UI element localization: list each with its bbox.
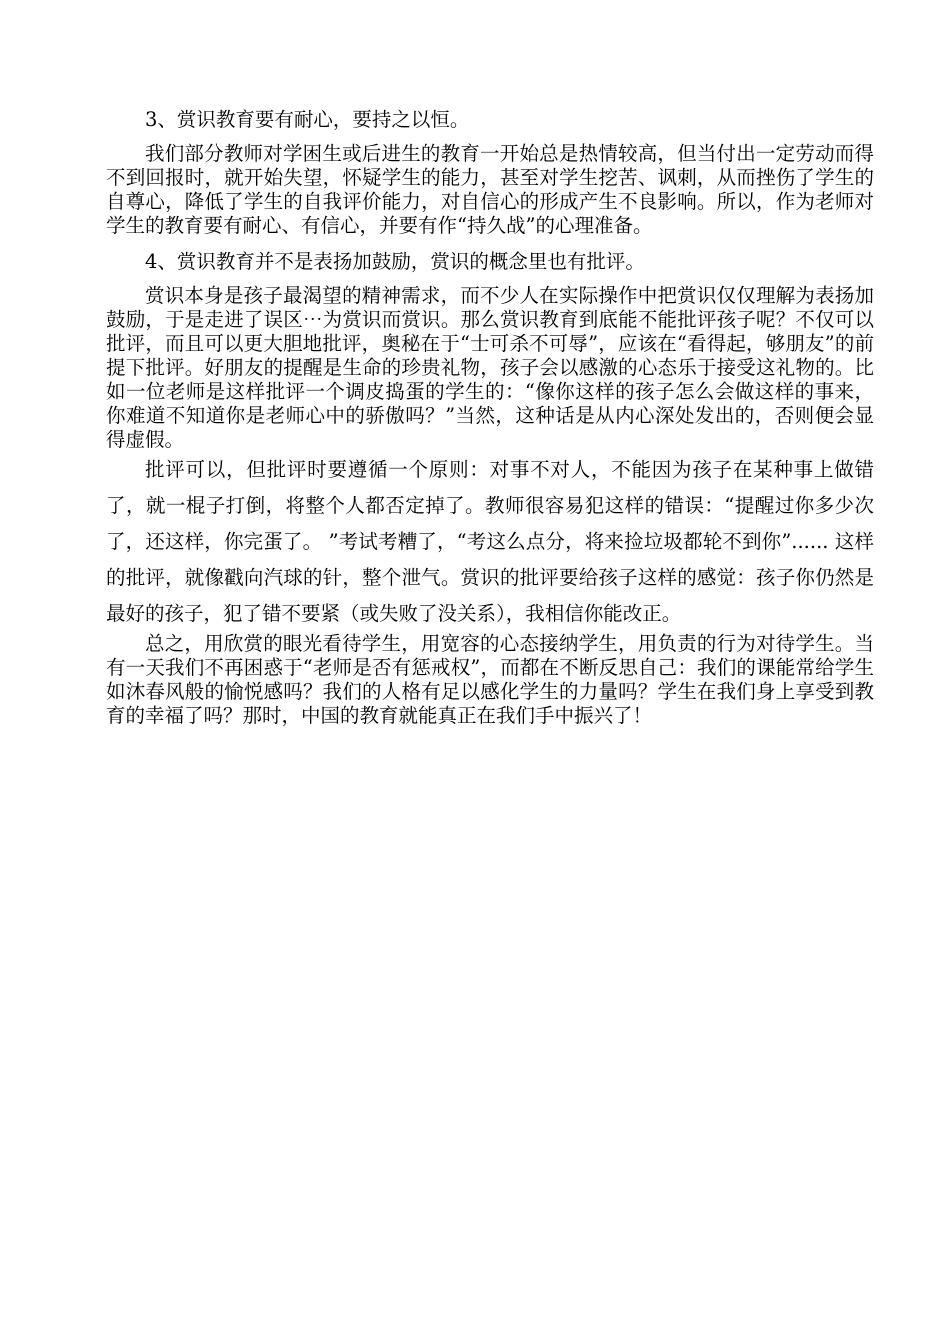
section-heading-3: 3、赏识教育要有耐心，要持之以恒。 <box>145 108 470 131</box>
paragraph-criticism-principle: 批评可以，但批评时要遵循一个原则：对事不对人，不能因为孩子在某种事上做错了，就一棍子打倒，将整个人都否定掉了。教师很容易犯这样的错误：“提醒过你多少次了，还这样，你完蛋了。 ”考试考糟了，“考这么点分，将来捡垃圾都轮不到你”...... 这样的批评，就像戳向汽球的针，整个泄气。赏识的批评要给孩子这样的感觉：孩子你仍然是最好的孩子，犯了错不要紧（或失败了没关系），我相信你能改正。 <box>106 458 874 625</box>
document-body <box>106 108 874 728</box>
paragraph-patience: 我们部分教师对学困生或后进生的教育一开始总是热情较高，但当付出一定劳动而得不到回报时，就开始失望，怀疑学生的能力，甚至对学生挖苦、讽刺，从而挫伤了学生的自尊心，降低了学生的自我评价能力，对自信心的形成产生不良影响。所以，作为老师对学生的教育要有耐心、有信心，并要有作“持久战”的心理准备。 <box>106 142 874 237</box>
paragraph-appreciation-criticism: 赏识本身是孩子最渴望的精神需求，而不少人在实际操作中把赏识仅仅理解为表扬加鼓励，于是走进了误区⋯为赏识而赏识。那么赏识教育到底能不能批评孩子呢？不仅可以批评，而且可以更大胆地批评，奥秘在于“士可杀不可辱”，应该在“看得起，够朋友”的前提下批评。好朋友的提醒是生命的珍贵礼物，孩子会以感激的心态乐于接受这礼物的。比如一位老师是这样批评一个调皮捣蛋的学生的：“像你这样的孩子怎么会做这样的事来，你难道不知道你是老师心中的骄傲吗？”当然，这种话是从内心深处发出的，否则便会显得虚假。 <box>106 284 874 451</box>
section-heading-4: 4、赏识教育并不是表扬加鼓励，赏识的概念里也有批评。 <box>145 250 645 273</box>
paragraph-conclusion: 总之，用欣赏的眼光看待学生，用宽容的心态接纳学生，用负责的行为对待学生。当有一天我们不再困惑于“老师是否有惩戒权”，而都在不断反思自己：我们的课能常给学生如沐春风般的愉悦感吗？我们的人格有足以感化学生的力量吗？学生在我们身上享受到教育的幸福了吗？那时，中国的教育就能真正在我们手中振兴了！ <box>106 632 874 727</box>
